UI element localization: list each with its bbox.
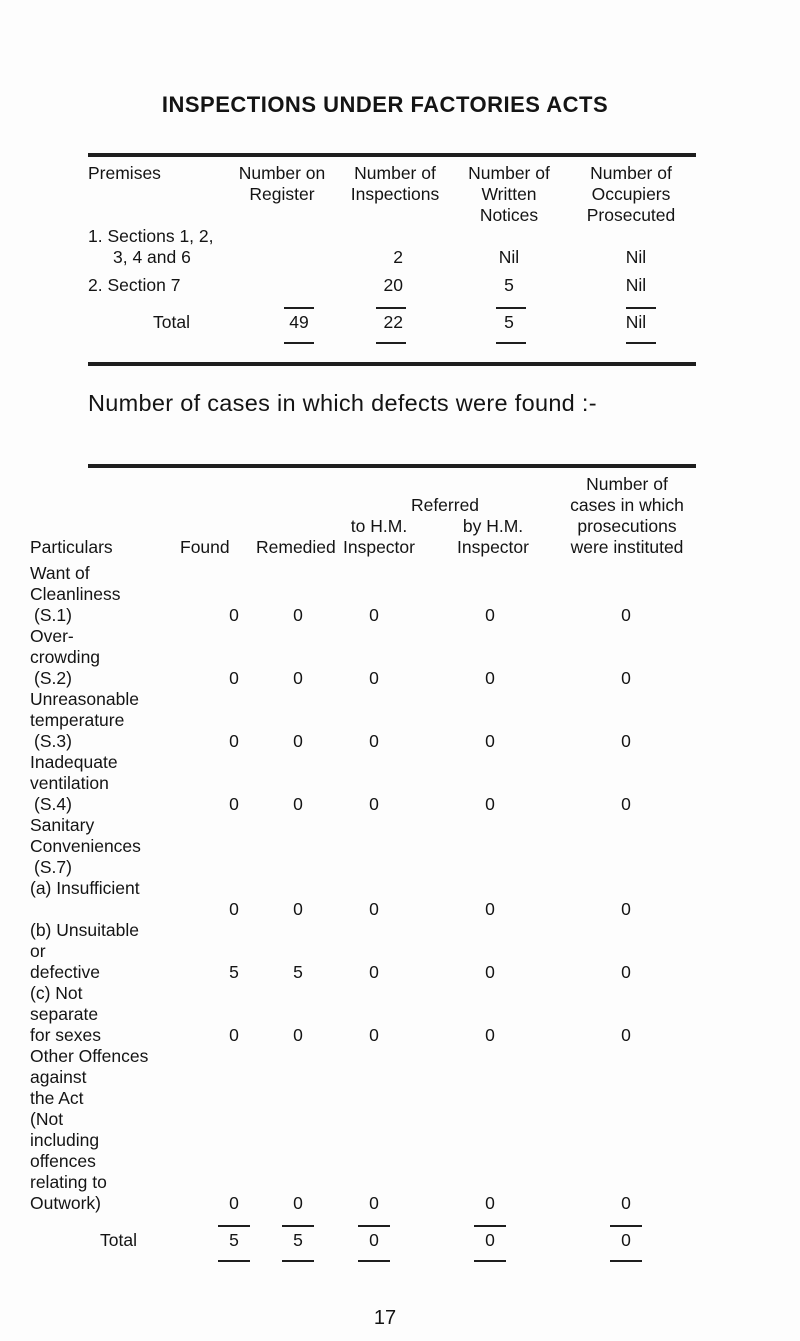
table2-cell-prosecutions: 0 (621, 794, 631, 814)
table2-cell-remedied: 0 (293, 1193, 303, 1213)
table2-row-label: Inadequate ventilation (S.4) (30, 752, 118, 814)
table1-cell-inspections: 2 (393, 247, 403, 267)
table2-cell-to-hm: 0 (369, 962, 379, 982)
table2-cell-to-hm: 0 (369, 1025, 379, 1045)
section-heading: Number of cases in which defects were found :- (88, 390, 597, 416)
page-number: 17 (373, 1307, 397, 1329)
table2-cell-remedied: 0 (293, 794, 303, 814)
table2-row-label: (b) Unsuitable or defective (30, 920, 139, 982)
table1-total-notices: 5 (504, 312, 514, 332)
table2-cell-remedied: 5 (293, 962, 303, 982)
table2-cell-by-hm: 0 (485, 731, 495, 751)
table2-cell-to-hm: 0 (369, 605, 379, 625)
table2-header-to-hm: to H.M. Inspector (343, 516, 415, 557)
table1-cell-notices: 5 (504, 275, 514, 295)
table2-row-label: Sanitary Conveniences (S.7) (a) Insufficient (30, 815, 141, 898)
table2-header-prosecutions: Number of cases in which prosecutions were instituted (570, 474, 684, 557)
page-title: INSPECTIONS UNDER FACTORIES ACTS (161, 92, 609, 117)
table2-header-remedied: Remedied (256, 537, 336, 557)
table1-total-top-dash (496, 307, 526, 309)
table2-total-bottom-dash (218, 1260, 250, 1262)
table2-cell-remedied: 0 (293, 668, 303, 688)
table1-total-top-dash (284, 307, 314, 309)
table2-header-found: Found (180, 537, 230, 557)
table2-cell-found: 0 (229, 794, 239, 814)
table2-cell-to-hm: 0 (369, 794, 379, 814)
table2-cell-prosecutions: 0 (621, 962, 631, 982)
table2-cell-prosecutions: 0 (621, 605, 631, 625)
table2-cell-by-hm: 0 (485, 605, 495, 625)
table2-cell-to-hm: 0 (369, 899, 379, 919)
table1-header-notices: Number of Written Notices (468, 163, 550, 225)
table1-header-inspections: Number of Inspections (350, 163, 440, 204)
table2-total-top-dash (282, 1225, 314, 1227)
table2-cell-prosecutions: 0 (621, 731, 631, 751)
table2-row-label: Want of Cleanliness (S.1) (30, 563, 121, 625)
table2-header-referred: Referred (410, 495, 480, 515)
table2-cell-found: 0 (229, 899, 239, 919)
table1-header-register: Number on Register (238, 163, 326, 204)
table2-total-by-hm: 0 (485, 1230, 495, 1250)
table2-total-bottom-dash (358, 1260, 390, 1262)
table2-cell-remedied: 0 (293, 1025, 303, 1045)
table1-total-bottom-dash (284, 342, 314, 344)
table2-cell-found: 0 (229, 1025, 239, 1045)
table2-total-bottom-dash (282, 1260, 314, 1262)
table2-cell-found: 5 (229, 962, 239, 982)
table1-total-bottom-dash (626, 342, 656, 344)
table2-total-prosecutions: 0 (621, 1230, 631, 1250)
table1-total-inspections: 22 (383, 312, 403, 332)
table2-cell-to-hm: 0 (369, 731, 379, 751)
table1-header-premises: Premises (88, 163, 161, 183)
table2-total-top-dash (358, 1225, 390, 1227)
table2-row-label: Unreasonable temperature (S.3) (30, 689, 139, 751)
table2-total-top-dash (218, 1225, 250, 1227)
table2-cell-found: 0 (229, 1193, 239, 1213)
table2-cell-remedied: 0 (293, 731, 303, 751)
table2-cell-by-hm: 0 (485, 899, 495, 919)
table2-cell-prosecutions: 0 (621, 1025, 631, 1045)
table2-cell-found: 0 (229, 731, 239, 751)
table2-top-rule (88, 464, 696, 468)
table2-cell-prosecutions: 0 (621, 899, 631, 919)
table2-cell-found: 0 (229, 605, 239, 625)
table1-cell-notices: Nil (498, 247, 520, 267)
table2-total-bottom-dash (610, 1260, 642, 1262)
table2-cell-by-hm: 0 (485, 1193, 495, 1213)
table2-cell-by-hm: 0 (485, 668, 495, 688)
table2-header-by-hm: by H.M. Inspector (457, 516, 529, 557)
table2-cell-to-hm: 0 (369, 1193, 379, 1213)
table1-top-rule (88, 153, 696, 157)
table1-row-label: 1. Sections 1, 2, 3, 4 and 6 (88, 226, 214, 267)
table2-total-to-hm: 0 (369, 1230, 379, 1250)
table1-total-bottom-dash (376, 342, 406, 344)
table1-total-bottom-dash (496, 342, 526, 344)
table2-cell-by-hm: 0 (485, 1025, 495, 1045)
table2-cell-by-hm: 0 (485, 794, 495, 814)
table2-total-bottom-dash (474, 1260, 506, 1262)
table1-cell-inspections: 20 (383, 275, 403, 295)
table2-cell-prosecutions: 0 (621, 1193, 631, 1213)
table2-cell-to-hm: 0 (369, 668, 379, 688)
table1-total-prosecuted: Nil (625, 312, 647, 332)
table2-row-label: (c) Not separate for sexes (30, 983, 101, 1045)
table2-row-label: Over- crowding (S.2) (30, 626, 101, 688)
table1-total-top-dash (376, 307, 406, 309)
table1-bottom-rule (88, 362, 696, 366)
table1-cell-prosecuted: Nil (625, 275, 647, 295)
table2-total-top-dash (474, 1225, 506, 1227)
table1-total-top-dash (626, 307, 656, 309)
table2-header-particulars: Particulars (30, 537, 113, 557)
table1-cell-prosecuted: Nil (625, 247, 647, 267)
table2-total-found: 5 (229, 1230, 239, 1250)
table2-cell-by-hm: 0 (485, 962, 495, 982)
table1-row-label: 2. Section 7 (88, 275, 181, 295)
table2-cell-remedied: 0 (293, 899, 303, 919)
table2-row-label: Other Offences against the Act (Not including offences relating to Outwork) (30, 1046, 149, 1213)
table1-header-prosecuted: Number of Occupiers Prosecuted (586, 163, 676, 225)
table2-cell-prosecutions: 0 (621, 668, 631, 688)
table2-cell-found: 0 (229, 668, 239, 688)
table1-total-label: Total (153, 312, 190, 332)
table2-cell-remedied: 0 (293, 605, 303, 625)
table1-total-register: 49 (289, 312, 309, 332)
table2-total-label: Total (100, 1230, 137, 1250)
table2-total-remedied: 5 (293, 1230, 303, 1250)
table2-total-top-dash (610, 1225, 642, 1227)
